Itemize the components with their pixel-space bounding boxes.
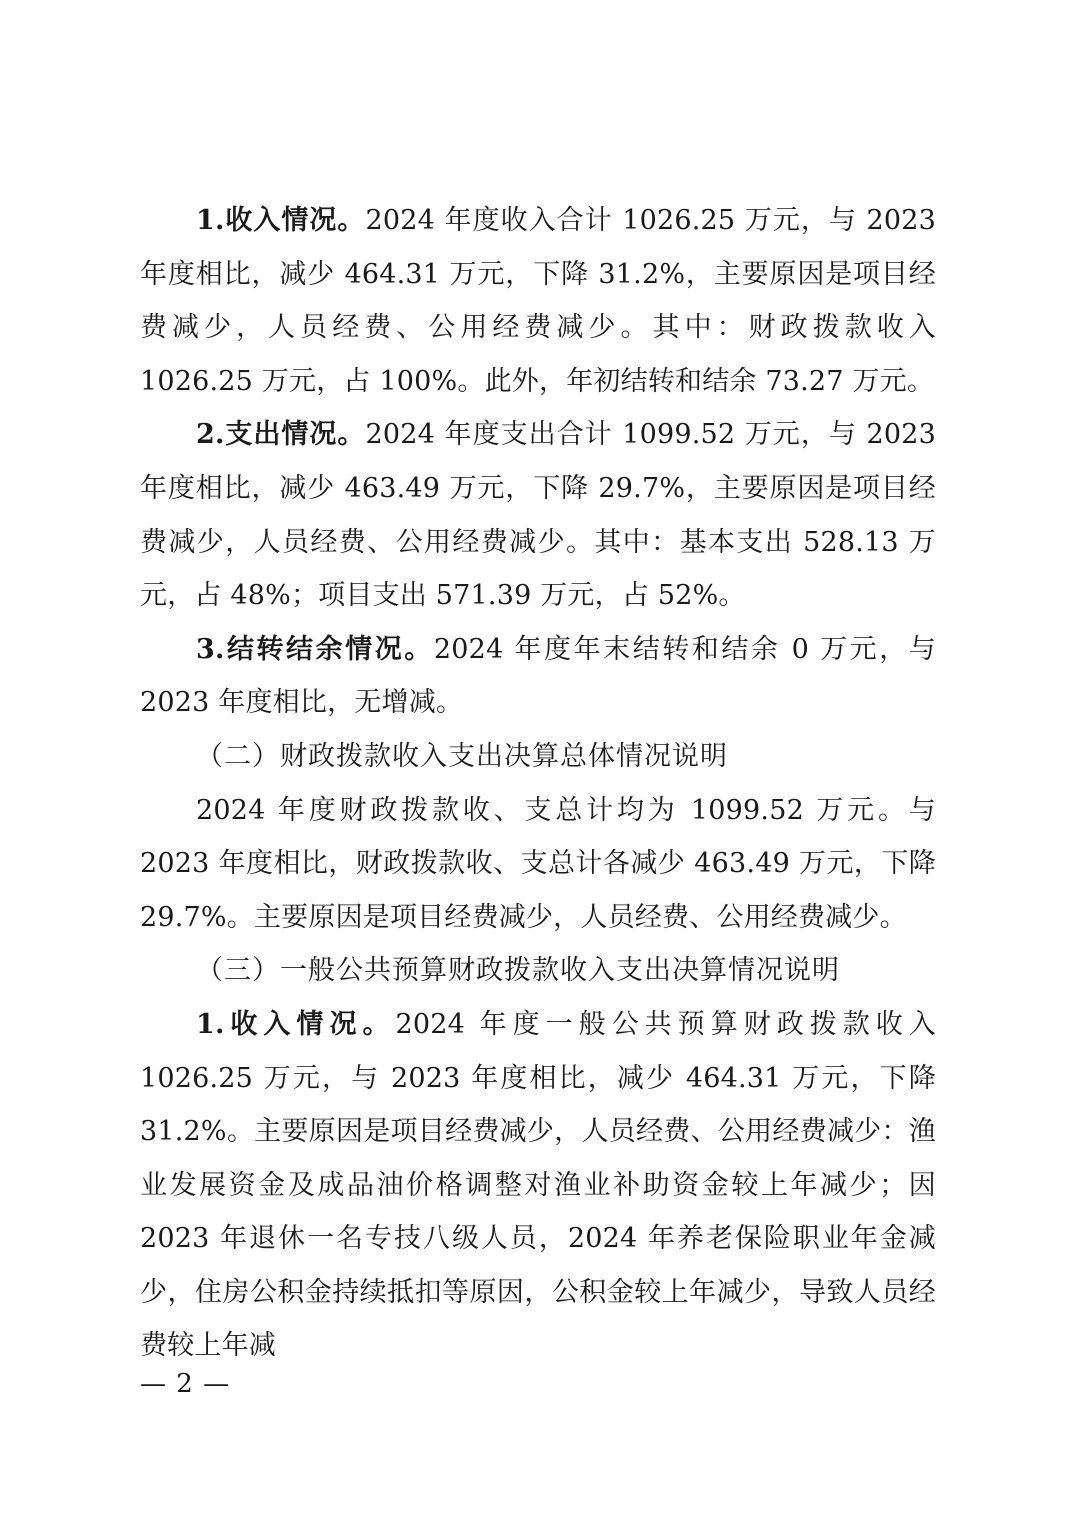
paragraph-fiscal-overall bbox=[140, 784, 936, 945]
paragraph-body: 2024 年度支出合计 1099.52 万元，与 2023 年度相比，减少 463.49 万元，下降 29.7%，主要原因是项目经费减少，人员经费、公用经费减少。其中：基本支出 528.13 万元，占 48%；项目支出 571.39 万元，占 52%。 bbox=[140, 419, 936, 612]
paragraph-expenditure-overview bbox=[140, 408, 936, 622]
paragraph-body: 2024 年度年末结转和结余 0 万元，与 2023 年度相比，无增减。 bbox=[140, 633, 936, 719]
paragraph-lead: 1.收入情况。 bbox=[196, 1008, 396, 1040]
paragraph-lead: 2.支出情况。 bbox=[196, 419, 366, 451]
section-heading-fiscal-overall: （二）财政拨款收入支出决算总体情况说明 bbox=[196, 740, 728, 772]
paragraph-carryover-balance bbox=[140, 623, 936, 730]
paragraph-lead: 1.收入情况。 bbox=[196, 205, 366, 236]
paragraph-body: 2024 年度一般公共预算财政拨款收入 1026.25 万元，与 2023 年度相比，减少 464.31 万元，下降 31.2%。主要原因是项目经费减少，人员经费、公用经费减少：渔业发展资金及成品油价格调整对渔业补助资金较上年减少；因 2023 年退休一名专技八级人员，2024 年养老保险职业年金减少，住房公积金持续抵扣等原因，公积金较上年减少，导致人员经费较上年减 bbox=[140, 1008, 936, 1362]
document-page bbox=[140, 194, 936, 1373]
paragraph-body: 2024 年度财政拨款收、支总计均为 1099.52 万元。与 2023 年度相比，财政拨款收、支总计各减少 463.49 万元，下降 29.7%。主要原因是项目经费减少，人员经费、公用经费减少。 bbox=[140, 794, 936, 933]
paragraph-body: 2024 年度收入合计 1026.25 万元，与 2023 年度相比，减少 464.31 万元，下降 31.2%，主要原因是项目经费减少，人员经费、公用经费减少。其中：财政拨款收入 1026.25 万元，占 100%。此外，年初结转和结余 73.27 万元。 bbox=[140, 205, 936, 397]
paragraph-lead: 3.结转结余情况。 bbox=[196, 633, 434, 665]
paragraph-general-budget-income bbox=[140, 998, 936, 1373]
page-number: — 2 — bbox=[140, 1369, 231, 1399]
paragraph-income-overview bbox=[140, 194, 936, 408]
section-heading-general-budget: （三）一般公共预算财政拨款收入支出决算情况说明 bbox=[196, 955, 840, 987]
